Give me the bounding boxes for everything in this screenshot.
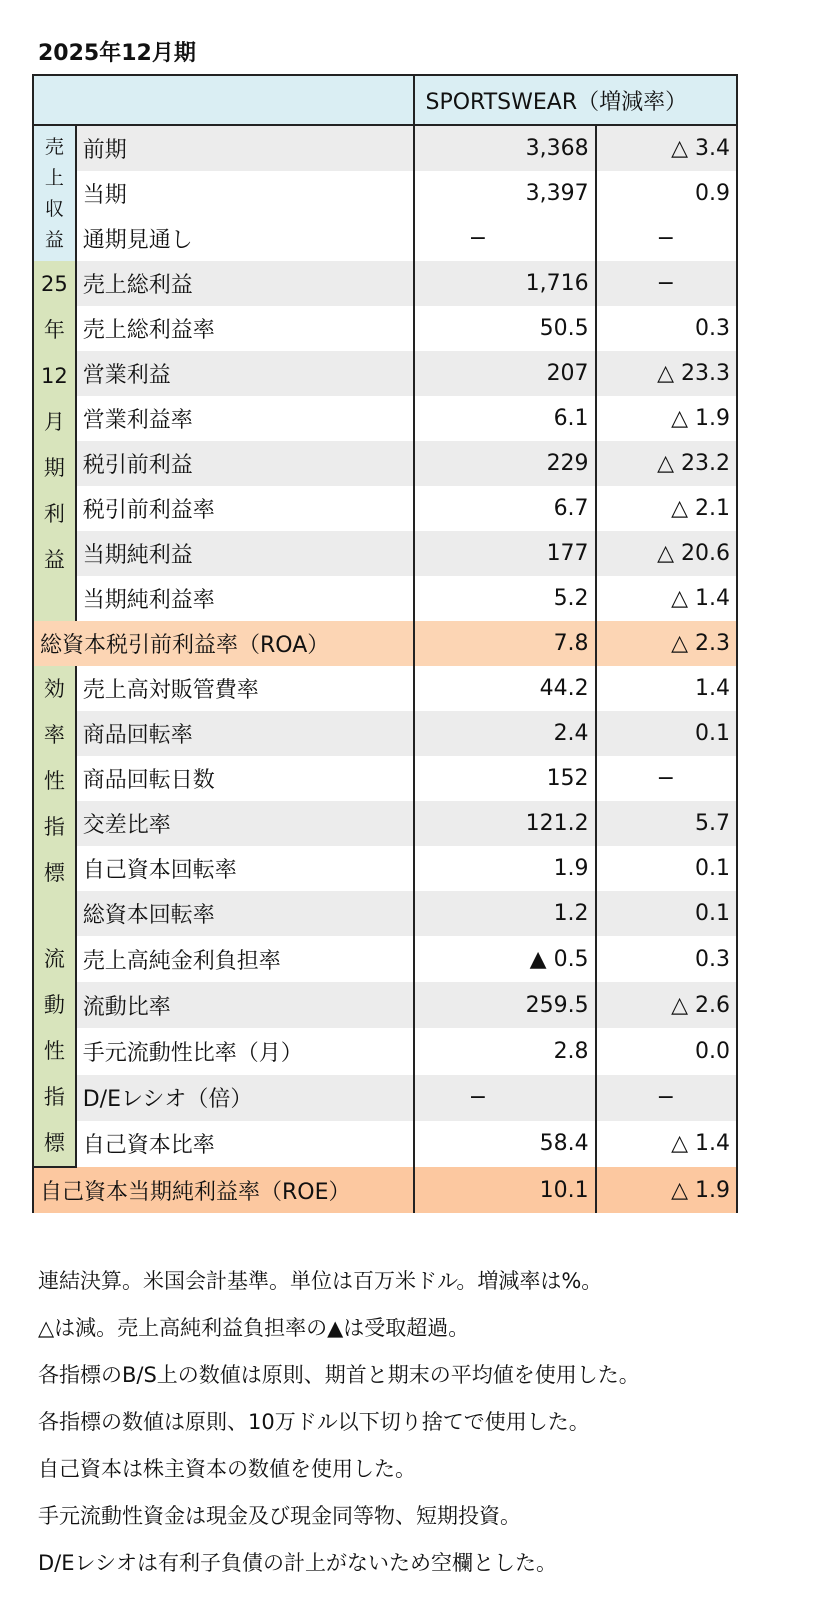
table-row-roa (33, 621, 737, 666)
row-value: 1.2 (414, 891, 595, 936)
row-change: △ 20.6 (596, 531, 737, 576)
row-change: 0.1 (596, 846, 737, 891)
table-row (33, 171, 737, 216)
table-row (33, 801, 737, 846)
financial-table (32, 74, 738, 1213)
row-value: 152 (414, 756, 595, 801)
row-value: 2.4 (414, 711, 595, 756)
row-change: 0.1 (596, 711, 737, 756)
row-value: 5.2 (414, 576, 595, 621)
row-label: 税引前利益 (76, 441, 415, 486)
row-label: 通期見通し (82, 228, 193, 253)
row-label: 自己資本比率 (82, 1133, 215, 1159)
row-label: 商品回転日数 (82, 768, 215, 793)
row-label: 営業利益 (76, 351, 415, 396)
row-change: △ 1.4 (596, 576, 737, 621)
row-value: − (414, 1075, 595, 1121)
row-label: 売上総利益 (76, 261, 415, 306)
row-change: △ 1.9 (596, 1167, 737, 1213)
row-value: 1.9 (414, 846, 595, 891)
row-value: 3,368 (414, 125, 595, 171)
row-value: 177 (414, 531, 595, 576)
row-change: − (596, 216, 737, 261)
row-change: − (596, 756, 737, 801)
table-row-roe (33, 1167, 737, 1213)
table-row (33, 306, 737, 351)
row-change: △ 2.3 (596, 621, 737, 666)
row-change: − (596, 1075, 737, 1121)
row-label: 売上高純金利負担率 (82, 948, 281, 974)
row-change: △ 2.1 (596, 486, 737, 531)
row-change: △ 23.2 (596, 441, 737, 486)
row-change: 5.7 (596, 801, 737, 846)
row-change: − (596, 261, 737, 306)
row-value: 6.7 (414, 486, 595, 531)
group-label-rieki: 25 年 12 月 期 利 益 (33, 261, 76, 621)
header-blank (33, 75, 414, 125)
row-label: 前期 (76, 125, 415, 171)
table-row (33, 936, 737, 982)
row-value: 229 (414, 441, 595, 486)
table-row (33, 1121, 737, 1167)
row-change: 1.4 (596, 666, 737, 711)
row-value: 3,397 (414, 171, 595, 216)
row-change: 0.3 (596, 306, 737, 351)
row-change: △ 1.9 (596, 396, 737, 441)
row-value: ▲ 0.5 (414, 936, 595, 982)
row-change: △ 23.3 (596, 351, 737, 396)
table-row (33, 756, 737, 801)
footnote: 自己資本は株主資本の数値を使用した。 (38, 1457, 416, 1481)
table-row (33, 396, 737, 441)
row-label: 流動比率 (76, 982, 415, 1028)
table-row (33, 261, 737, 306)
table-row (33, 531, 737, 576)
row-label: 売上総利益率 (82, 318, 215, 343)
row-value: 58.4 (414, 1121, 595, 1167)
row-label: 自己資本当期純利益率（ROE） (33, 1167, 414, 1213)
table-row (33, 351, 737, 396)
row-label: 当期 (82, 183, 127, 208)
row-value: 121.2 (414, 801, 595, 846)
row-label: 交差比率 (76, 801, 415, 846)
table-row (33, 216, 737, 261)
row-label: 総資本回転率 (76, 891, 415, 936)
table-row (33, 982, 737, 1028)
group-label-kouritsu: 効 率 性 指 標 (33, 666, 76, 936)
group-label-uri: 売 上 収 益 (33, 125, 76, 261)
row-label: 商品回転率 (76, 711, 415, 756)
row-change: 0.1 (596, 891, 737, 936)
table-row (33, 1075, 737, 1121)
footnotes (38, 1258, 640, 1587)
row-change: △ 3.4 (596, 125, 737, 171)
footnote: 各指標の数値は原則、10万ドル以下切り捨てで使用した。 (38, 1410, 590, 1434)
row-value: 44.2 (414, 666, 595, 711)
row-change: 0.0 (596, 1028, 737, 1074)
row-label: 売上高対販管費率 (82, 678, 259, 703)
table-row (33, 576, 737, 621)
table-row (33, 125, 737, 171)
table-row (33, 666, 737, 711)
table-row (33, 711, 737, 756)
row-value: 259.5 (414, 982, 595, 1028)
row-label: 営業利益率 (82, 408, 193, 433)
header-company: SPORTSWEAR（増減率） (414, 75, 737, 125)
row-value: 6.1 (414, 396, 595, 441)
group-label-ryudo: 流 動 性 指 標 (33, 936, 76, 1167)
row-label: 手元流動性比率（月） (82, 1040, 303, 1066)
row-label: 当期純利益 (76, 531, 415, 576)
table-row (33, 891, 737, 936)
row-value: 2.8 (414, 1028, 595, 1074)
row-value: 207 (414, 351, 595, 396)
row-label: 総資本税引前利益率（ROA） (33, 621, 414, 666)
row-change: △ 1.4 (596, 1121, 737, 1167)
row-label: 税引前利益率 (82, 498, 215, 523)
row-value: 10.1 (414, 1167, 595, 1213)
footnote: 手元流動性資金は現金及び現金同等物、短期投資。 (38, 1504, 521, 1528)
table-row (33, 441, 737, 486)
footnote: D/Eレシオは有利子負債の計上がないため空欄とした。 (38, 1551, 557, 1575)
footnote: 連結決算。米国会計基準。単位は百万米ドル。増減率は%。 (38, 1269, 603, 1293)
row-value: − (414, 216, 595, 261)
row-label: 自己資本回転率 (82, 858, 237, 883)
row-change: △ 2.6 (596, 982, 737, 1028)
row-label: D/Eレシオ（倍） (76, 1075, 415, 1121)
row-value: 7.8 (414, 621, 595, 666)
page-title: 2025年12月期 (38, 41, 196, 66)
row-value: 50.5 (414, 306, 595, 351)
footnote: △は減。売上高純利益負担率の▲は受取超過。 (38, 1316, 470, 1340)
table-row (33, 1028, 737, 1074)
row-change: 0.3 (596, 936, 737, 982)
row-label: 当期純利益率 (82, 588, 215, 613)
row-value: 1,716 (414, 261, 595, 306)
table-row (33, 486, 737, 531)
table-row (33, 846, 737, 891)
footnote: 各指標のB/S上の数値は原則、期首と期末の平均値を使用した。 (38, 1363, 640, 1387)
row-change: 0.9 (596, 171, 737, 216)
table-header-row (33, 75, 737, 125)
